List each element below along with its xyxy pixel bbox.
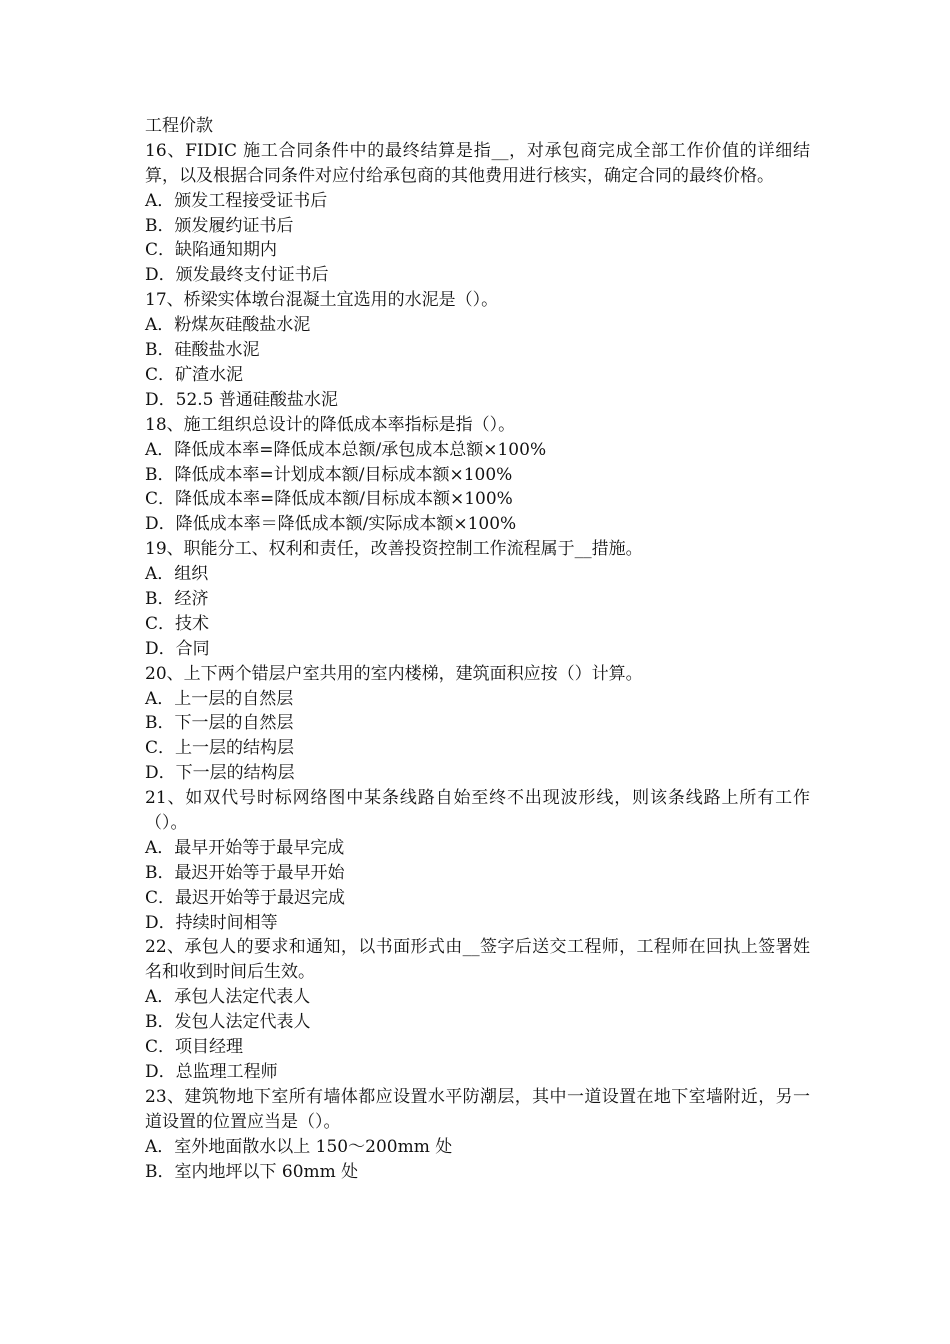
question-20-option-d: D．下一层的结构层 — [145, 763, 295, 784]
question-21-stem: 21、如双代号时标网络图中某条线路自始至终不出现波形线，则该条线路上所有工作（）。 — [145, 788, 810, 833]
question-17-option-c: C．矿渣水泥 — [145, 364, 244, 385]
question-20-option-c: C．上一层的结构层 — [145, 738, 295, 759]
question-21-option-c: C．最迟开始等于最迟完成 — [145, 887, 346, 908]
question-16-option-b: B．颁发履约证书后 — [145, 215, 294, 236]
question-20-option-b: B．下一层的自然层 — [145, 713, 294, 734]
question-23-stem: 23、建筑物地下室所有墙体都应设置水平防潮层，其中一道设置在地下室墙附近，另一道设置的位置应当是（）。 — [145, 1086, 810, 1132]
section-title: 工程价款 — [145, 116, 213, 136]
question-19-option-b: B．经济 — [145, 588, 209, 609]
question-18-option-b: B．降低成本率=计划成本额/目标成本额×100% — [145, 464, 513, 485]
question-22-option-c: C．项目经理 — [145, 1037, 244, 1058]
question-22-option-a: A．承包人法定代表人 — [145, 987, 311, 1008]
question-18-option-d: D．降低成本率＝降低成本额/实际成本额×100% — [145, 514, 517, 535]
question-17-stem: 17、桥梁实体墩台混凝土宜选用的水泥是（）。 — [145, 290, 499, 311]
question-17-option-d: D．52.5 普通硅酸盐水泥 — [145, 389, 338, 410]
question-23-option-b: B．室内地坪以下 60mm 处 — [145, 1161, 359, 1182]
question-23-option-a: A．室外地面散水以上 150～200mm 处 — [145, 1136, 453, 1157]
question-19-stem: 19、职能分工、权利和责任，改善投资控制工作流程属于__措施。 — [145, 539, 643, 560]
question-17-option-b: B．硅酸盐水泥 — [145, 340, 260, 361]
question-19-option-a: A．组织 — [145, 564, 209, 585]
question-16-option-a: A．颁发工程接受证书后 — [145, 190, 328, 211]
question-21-option-b: B．最迟开始等于最早开始 — [145, 862, 345, 883]
question-19-option-c: C．技术 — [145, 613, 210, 634]
question-21-option-a: A．最早开始等于最早完成 — [145, 837, 345, 858]
question-18-stem: 18、施工组织总设计的降低成本率指标是指（）。 — [145, 414, 516, 435]
question-17-option-a: A．粉煤灰硅酸盐水泥 — [145, 315, 311, 336]
question-16-stem: 16、FIDIC 施工合同条件中的最终结算是指__，对承包商完成全部工作价值的详细结算，以及根据合同条件对应付给承包商的其他费用进行核实，确定合同的最终价格。 — [145, 140, 810, 186]
question-21-option-d: D．持续时间相等 — [145, 912, 278, 933]
question-22-option-d: D．总监理工程师 — [145, 1061, 278, 1082]
question-18-option-c: C．降低成本率=降低成本额/目标成本额×100% — [145, 489, 513, 510]
question-22-option-b: B．发包人法定代表人 — [145, 1012, 311, 1033]
question-16-option-d: D．颁发最终支付证书后 — [145, 265, 329, 286]
question-22-stem: 22、承包人的要求和通知，以书面形式由__签字后送交工程师，工程师在回执上签署姓名和收到时间后生效。 — [145, 937, 810, 983]
question-20-stem: 20、上下两个错层户室共用的室内楼梯，建筑面积应按（）计算。 — [145, 663, 643, 684]
question-16-option-c: C．缺陷通知期内 — [145, 240, 278, 261]
question-19-option-d: D．合同 — [145, 638, 210, 659]
question-18-option-a: A．降低成本率=降低成本总额/承包成本总额×100% — [145, 439, 547, 460]
question-20-option-a: A．上一层的自然层 — [145, 688, 294, 709]
document-page — [145, 114, 810, 1184]
